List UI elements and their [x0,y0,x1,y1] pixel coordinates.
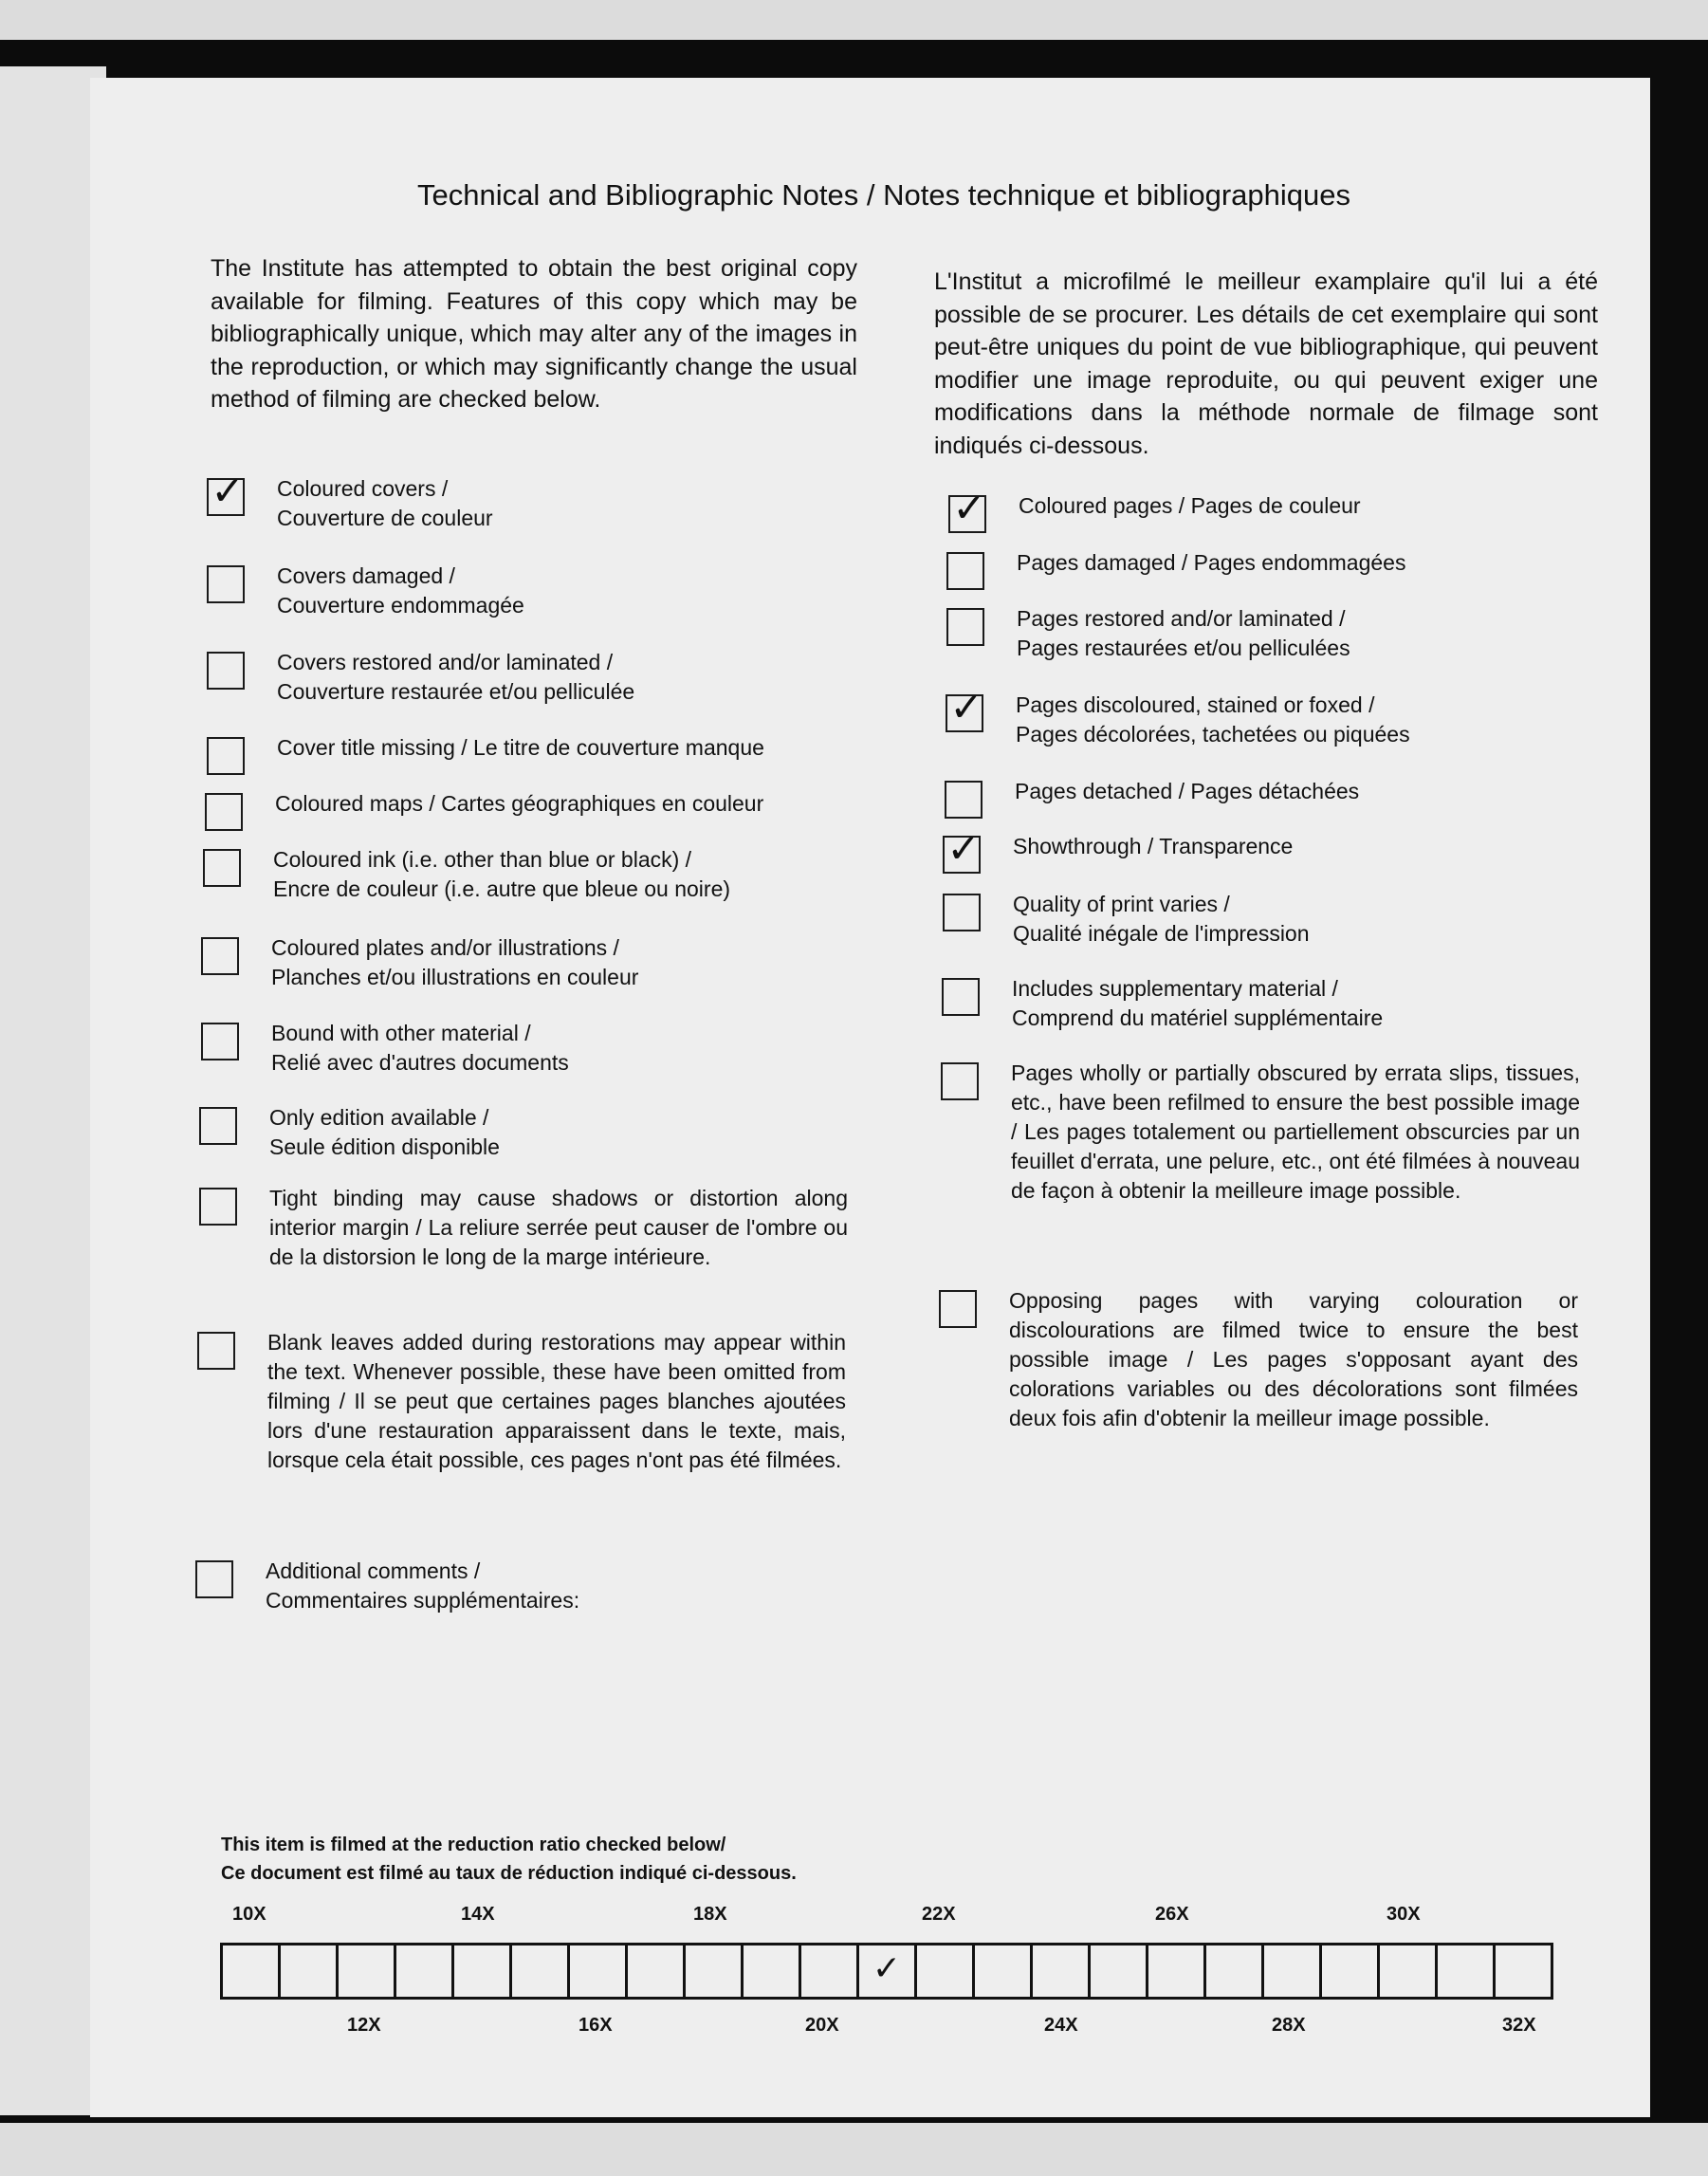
checkbox-label: Coloured pages / Pages de couleur [1019,493,1361,518]
checkbox-label: Pages damaged / Pages endommagées [1017,550,1406,575]
intro-french: L'Institut a microfilmé le meilleur examplaire qu'il lui a été possible de se procurer. Les détails de cet exemplaire qui sont peut-être uniques du point de vue bibliographique, qui peuvent modifier une image reproduite, ou qui peuvent exiger une modifications dans la méthode normale de filmage sont indiqués ci-dessous. [934,268,1598,459]
ratio-cell[interactable] [1033,1945,1091,1997]
checkbox[interactable] [201,1023,239,1060]
ratio-cell[interactable] [628,1945,686,1997]
ratio-label-top: 30X [1387,1904,1421,1925]
checkbox[interactable] [199,1107,237,1145]
ratio-cell[interactable] [859,1945,917,1997]
checkbox-label: Covers damaged / Couverture endommagée [277,563,524,618]
reduction-title-fr: Ce document est filmé au taux de réduction indiqué ci-dessous. [221,1863,797,1884]
ratio-label-bottom: 28X [1272,2015,1306,2036]
ratio-cell[interactable] [454,1945,512,1997]
checkbox[interactable] [197,1332,235,1370]
checkbox-label: Coloured plates and/or illustrations / Planches et/ou illustrations en couleur [271,935,639,989]
ratio-cell[interactable] [744,1945,801,1997]
checkbox-label: Covers restored and/or laminated / Couverture restaurée et/ou pelliculée [277,650,635,704]
check-mark-icon: ✓ [952,485,986,531]
ratio-label-top: 14X [461,1904,495,1925]
check-mark-icon: ✓ [949,684,983,730]
reduction-ratio-strip [220,1943,1553,2000]
checkbox-label: Additional comments / Commentaires supplémentaires: [266,1558,580,1613]
ratio-label-top: 18X [693,1904,727,1925]
ratio-label-bottom: 16X [579,2015,613,2036]
checkbox[interactable] [207,565,245,603]
checkbox[interactable] [942,978,980,1016]
ratio-label-top: 26X [1155,1904,1189,1925]
reduction-title-en: This item is filmed at the reduction ratio checked below/ [221,1835,726,1855]
check-mark-icon: ✓ [872,1949,902,1988]
ratio-cell[interactable] [1264,1945,1322,1997]
scan-bottom-edge [0,2123,1708,2176]
checkbox[interactable] [199,1188,237,1226]
ratio-label-top: 10X [232,1904,266,1925]
checkbox-label: Pages detached / Pages détachées [1015,779,1360,803]
ratio-cell[interactable] [917,1945,975,1997]
checkbox[interactable] [205,793,243,831]
page-title: Technical and Bibliographic Notes / Notes technique et bibliographiques [417,178,1351,212]
checkbox-label: Opposing pages with varying colouration or discolourations are filmed twice to ensure the best possible image / Les pages s'opposant ayant des colorations variables ou des décolorations sont filmées deux fois afin d'obtenir la meilleur image possible. [1009,1288,1578,1430]
ratio-cell[interactable] [1091,1945,1148,1997]
ratio-cell[interactable] [1496,1945,1551,1997]
ratio-label-bottom: 32X [1502,2015,1536,2036]
check-mark-icon: ✓ [211,468,245,514]
ratio-cell[interactable] [1148,1945,1206,1997]
checkbox-label: Showthrough / Transparence [1013,834,1294,858]
checkbox-label: Pages discoloured, stained or foxed / Pages décolorées, tachetées ou piquées [1016,692,1410,747]
ratio-cell[interactable] [223,1945,281,1997]
ratio-label-top: 22X [922,1904,956,1925]
checkbox-label: Coloured ink (i.e. other than blue or black) / Encre de couleur (i.e. autre que bleue ou noire) [273,847,731,901]
checkbox-label: Quality of print varies / Qualité inégale de l'impression [1013,892,1310,946]
checkbox[interactable] [939,1290,977,1328]
checkbox-label: Coloured covers / Couverture de couleur [277,476,493,530]
reduction-ratio-title [221,1831,797,1888]
ratio-cell[interactable] [396,1945,454,1997]
ratio-label-bottom: 24X [1044,2015,1078,2036]
ratio-label-bottom: 12X [347,2015,381,2036]
checkbox[interactable] [207,737,245,775]
checkbox[interactable] [946,608,984,646]
check-mark-icon: ✓ [946,825,981,872]
checkbox-label: Only edition available / Seule édition disponible [269,1105,500,1159]
checkbox-label: Coloured maps / Cartes géographiques en couleur [275,791,764,816]
ratio-cell[interactable] [1206,1945,1264,1997]
ratio-cell[interactable] [339,1945,396,1997]
checkbox-label: Pages restored and/or laminated / Pages restaurées et/ou pelliculées [1017,606,1350,660]
ratio-cell[interactable] [281,1945,339,1997]
checkbox[interactable] [946,684,983,732]
ratio-cell[interactable] [1322,1945,1380,1997]
checkbox[interactable] [203,849,241,887]
checkbox-label: Blank leaves added during restorations may appear within the text. Whenever possible, these have been omitted from filming / Il se peut que certaines pages blanches ajoutées lors d'une restauration apparaissent dans le texte, mais, lorsque cela était possible, ces pages n'ont pas été filmées. [267,1330,846,1472]
checkbox[interactable] [945,781,983,819]
scan-top-edge [0,0,1708,40]
ratio-cell[interactable] [686,1945,744,1997]
intro-english: The Institute has attempted to obtain the best original copy available for filming. Features of this copy which may be bibliographically unique, which may alter any of the images in the reproduction, or which may significantly change the usual method of filming are checked below. [211,255,857,413]
checkbox-label: Tight binding may cause shadows or distortion along interior margin / La reliure serrée peut causer de l'ombre ou de la distorsion le long de la marge intérieure. [269,1186,848,1269]
checkbox[interactable] [207,468,245,516]
checkbox[interactable] [195,1560,233,1598]
checkbox-label: Bound with other material / Relié avec d'autres documents [271,1021,569,1075]
checkbox-label: Cover title missing / Le titre de couverture manque [277,735,764,760]
ratio-cell[interactable] [975,1945,1033,1997]
checkbox[interactable] [943,825,981,874]
checkbox[interactable] [201,937,239,975]
ratio-cell[interactable] [801,1945,859,1997]
checkbox[interactable] [941,1062,979,1100]
ratio-cell[interactable] [512,1945,570,1997]
ratio-cell[interactable] [1438,1945,1496,1997]
ratio-cell[interactable] [1380,1945,1438,1997]
checkbox[interactable] [943,894,981,931]
ratio-cell[interactable] [570,1945,628,1997]
checkbox-label: Pages wholly or partially obscured by errata slips, tissues, etc., have been refilmed to ensure the best possible image / Les pages totalement ou partiellement obscurcies par un feuillet d'errata, une pelure, etc., ont été filmées à nouveau de façon à obtenir la meilleure image possible. [1011,1060,1580,1203]
checkbox[interactable] [948,485,986,533]
checkbox[interactable] [207,652,245,690]
ratio-label-bottom: 20X [805,2015,839,2036]
checkbox-label: Includes supplementary material / Comprend du matériel supplémentaire [1012,976,1384,1030]
checkbox[interactable] [946,552,984,590]
